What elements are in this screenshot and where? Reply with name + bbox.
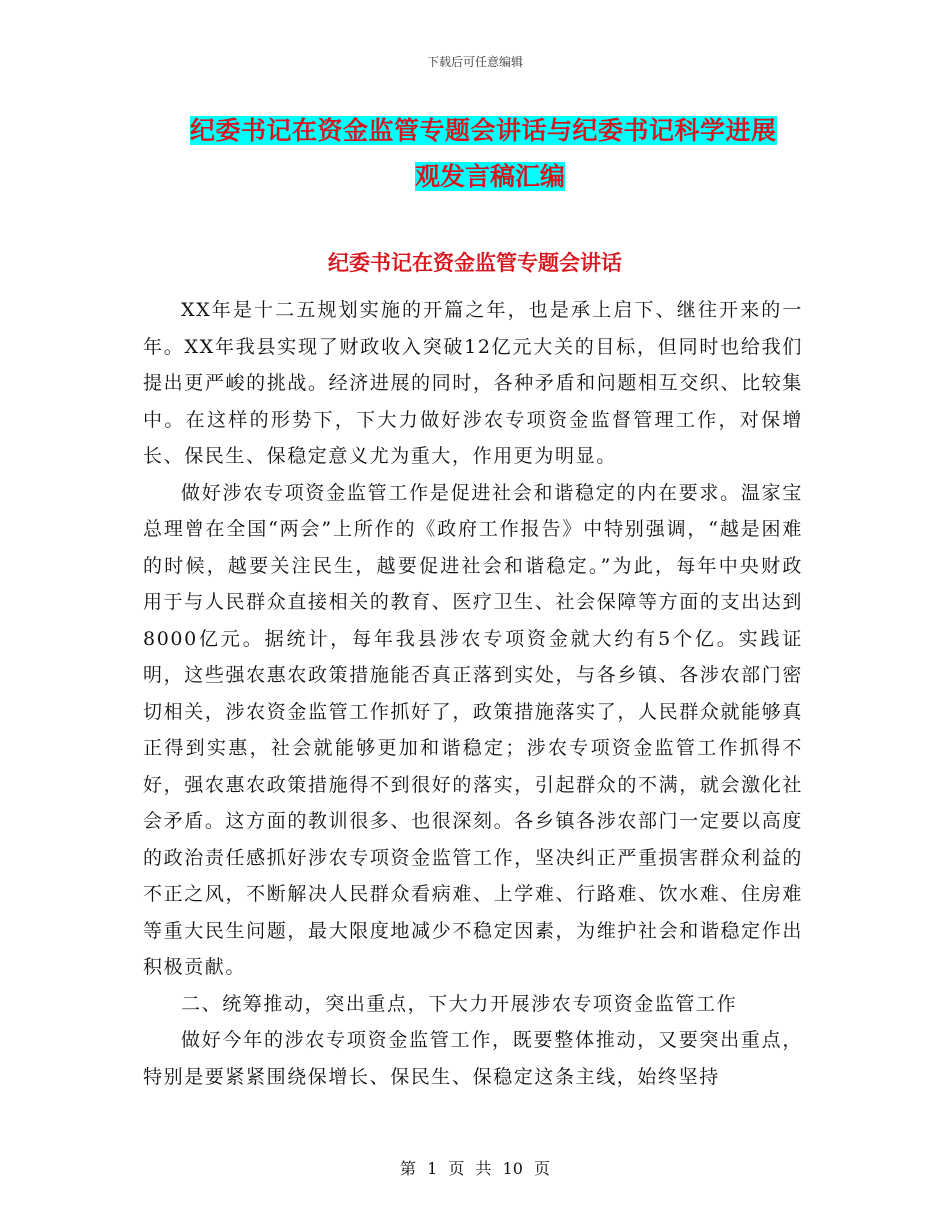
header-note: 下载后可任意编辑 <box>426 55 523 69</box>
section-title: 纪委书记在资金监管专题会讲话 <box>328 251 622 275</box>
title-line-2: 观发言稿汇编 <box>414 162 565 191</box>
page-footer: 第 1 页 共 10 页 <box>400 1159 550 1178</box>
paragraph: 做好今年的涉农专项资金监管工作，既要整体推动，又要突出重点，特别是要紧紧围绕保增长、保民生、保稳定这条主线，始终坚持 <box>143 1029 803 1088</box>
title-line-1: 纪委书记在资金监管专题会讲话与纪委书记科学进展 <box>190 116 777 145</box>
paragraph: 二、统筹推动，突出重点，下大力开展涉农专项资金监管工作 <box>181 992 738 1015</box>
body-text <box>143 292 803 1095</box>
paragraph: XX年是十二五规划实施的开篇之年，也是承上启下、继往开来的一年。XX年我县实现了财政收入突破12亿元大关的目标，但同时也给我们提出更严峻的挑战。经济进展的同时，各种矛盾和问题相互交织、比较集中。在这样的形势下，下大力做好涉农专项资金监督管理工作，对保增长、保民生、保稳定意义尤为重大，作用更为明显。 <box>143 299 803 467</box>
paragraph: 做好涉农专项资金监管工作是促进社会和谐稳定的内在要求。温家宝总理曾在全国“两会”上所作的《政府工作报告》中特别强调，“越是困难的时候，越要关注民生，越要促进社会和谐稳定。”为此，每年中央财政用于与人民群众直接相关的教育、医疗卫生、社会保障等方面的支出达到8000亿元。据统计，每年我县涉农专项资金就大约有5个亿。实践证明，这些强农惠农政策措施能否真正落到实处，与各乡镇、各涉农部门密切相关，涉农资金监管工作抓好了，政策措施落实了，人民群众就能够真正得到实惠，社会就能够更加和谐稳定；涉农专项资金监管工作抓得不好，强农惠农政策措施得不到很好的落实，引起群众的不满，就会激化社会矛盾。这方面的教训很多、也很深刻。各乡镇各涉农部门一定要以高度的政治责任感抓好涉农专项资金监管工作，坚决纠正严重损害群众利益的不正之风，不断解决人民群众看病难、上学难、行路难、饮水难、住房难等重大民生问题，最大限度地减少不稳定因素，为维护社会和谐稳定作出积极贡献。 <box>143 481 803 978</box>
document-title <box>190 108 810 200</box>
